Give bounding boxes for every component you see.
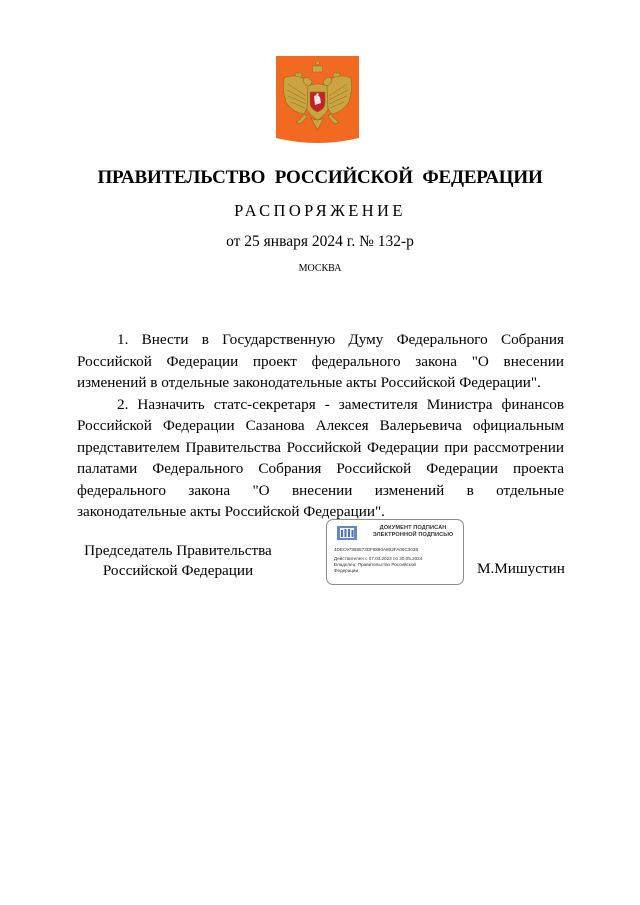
government-building-icon xyxy=(336,525,358,541)
stamp-heading-line1: ДОКУМЕНТ ПОДПИСАН xyxy=(379,525,447,531)
coat-of-arms-icon xyxy=(276,56,359,144)
document-body xyxy=(77,329,564,523)
document-type: РАСПОРЯЖЕНИЕ xyxy=(234,201,406,220)
signer-position xyxy=(78,541,278,581)
stamp-owner: Владелец: Правительство Российской Федерации xyxy=(334,562,416,573)
document-city: МОСКВА xyxy=(298,263,342,274)
document-date-number: от 25 января 2024 г. № 132-р xyxy=(226,233,414,250)
paragraph-2: 2. Назначить статс-секретаря - заместителя Министра финансов Российской Федерации Сазанова Алексея Валерьевича официальным представителем Правительства Российской Федерации при рассмотрении палатами Федерального Собрания Российской Федерации проекта федерального закона "О внесении изменений в отдельные законодательные акты Российской Федерации". xyxy=(77,395,564,520)
stamp-heading xyxy=(365,525,461,539)
stamp-certificate: 4DEC97888873DF8880A803FA06C3038 xyxy=(334,547,419,552)
paragraph-1: 1. Внести в Государственную Думу Федерального Собрания Российской Федерации проект федерального закона "О внесении изменений в отдельные законодательные акты Российской Федерации". xyxy=(77,331,564,391)
electronic-signature-stamp xyxy=(326,519,464,585)
signer-position-line2: Российской Федерации xyxy=(102,562,254,579)
signer-position-line1: Председатель Правительства xyxy=(84,542,272,559)
stamp-validity: Действителен с 07.03.2023 по 30.05.2024 xyxy=(334,556,423,561)
page-title: ПРАВИТЕЛЬСТВО РОССИЙСКОЙ ФЕДЕРАЦИИ xyxy=(97,167,543,188)
signer-name: М.Мишустин xyxy=(477,560,565,577)
stamp-heading-line2: ЭЛЕКТРОННОЙ ПОДПИСЬЮ xyxy=(372,532,454,538)
